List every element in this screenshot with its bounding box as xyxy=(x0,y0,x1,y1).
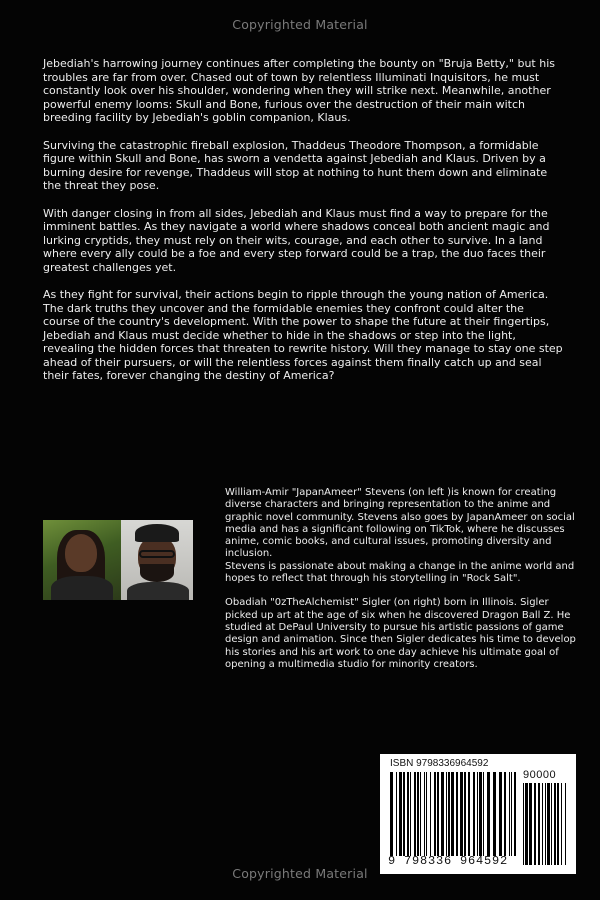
author-photo-right xyxy=(121,520,193,600)
watermark-bottom: Copyrighted Material xyxy=(232,866,368,881)
author-bio xyxy=(225,487,580,671)
author-photo-left xyxy=(43,520,121,600)
blurb-paragraph: Surviving the catastrophic fireball explosion, Thaddeus Theodore Thompson, a formidable figure within Skull and Bone, has sworn a vendetta against Jebediah and Klaus. Driven by a burning desire for revenge, Thaddeus will stop at nothing to hunt them down and eliminate the threat they pose. xyxy=(43,138,548,192)
barcode-digits: 9 798336 964592 xyxy=(388,854,509,868)
isbn-barcode xyxy=(380,754,576,874)
blurb-paragraph: As they fight for survival, their actions begin to ripple through the young nation of America. The dark truths they uncover and the formidable enemies they confront could alter the course of the country's development. With the power to shape the future at their fingertips, Jebediah and Klaus must decide whether to hide in the shadows or step into the light, revealing the hidden forces that threaten to rewrite history. Will they manage to stay one step ahead of their pursuers, or will the relentless forces against them finally catch up and seal their fates, forever changing the destiny of America? xyxy=(43,288,563,382)
back-cover-blurb xyxy=(43,57,563,397)
bio-paragraph-sigler: Obadiah "0zTheAlchemist" Sigler (on right) born in Illinois. Sigler picked up art at the age of six when he discovered Dragon Ball Z. He studied at DePaul University to pursue his artistic passions of game design and animation. Since then Sigler dedicates his time to develop his stories and his art work to one day achieve his ultimate goal of opening a multimedia studio for minority creators. xyxy=(225,597,576,670)
authors-photo xyxy=(43,520,193,600)
barcode-bars-icon xyxy=(390,772,516,856)
watermark-top: Copyrighted Material xyxy=(232,17,368,32)
bio-paragraph-stevens-2: Stevens is passionate about making a change in the anime world and hopes to reflect that through his storytelling in "Rock Salt". xyxy=(225,560,575,585)
blurb-paragraph: Jebediah's harrowing journey continues after completing the bounty on "Bruja Betty," but his troubles are far from over. Chased out of town by relentless Illuminati Inquisitors, he must constantly look over his shoulder, wondering when they will strike next. Meanwhile, another powerful enemy looms: Skull and Bone, furious over the destruction of their main witch breeding facility by Jebediah's goblin companion, Klaus. xyxy=(43,57,555,124)
addon-barcode-bars-icon xyxy=(523,783,567,865)
isbn-label: ISBN 9798336964592 xyxy=(390,758,489,769)
bio-paragraph-stevens: William-Amir "JapanAmeer" Stevens (on left )is known for creating diverse characters and bringing representation to the anime and graphic novel community. Stevens also goes by JapanAmeer on social media and has a significant following on TikTok, where he discusses anime, comic books, and cultural issues, promoting diversity and inclusion. xyxy=(225,487,575,560)
price-code: 90000 xyxy=(523,769,557,781)
blurb-paragraph: With danger closing in from all sides, Jebediah and Klaus must find a way to prepare for the imminent battles. As they navigate a world where shadows conceal both ancient magic and lurking cryptids, they must rely on their wits, courage, and each other to survive. In a land where every ally could be a foe and every step forward could be a trap, the duo faces their greatest challenges yet. xyxy=(43,206,550,274)
